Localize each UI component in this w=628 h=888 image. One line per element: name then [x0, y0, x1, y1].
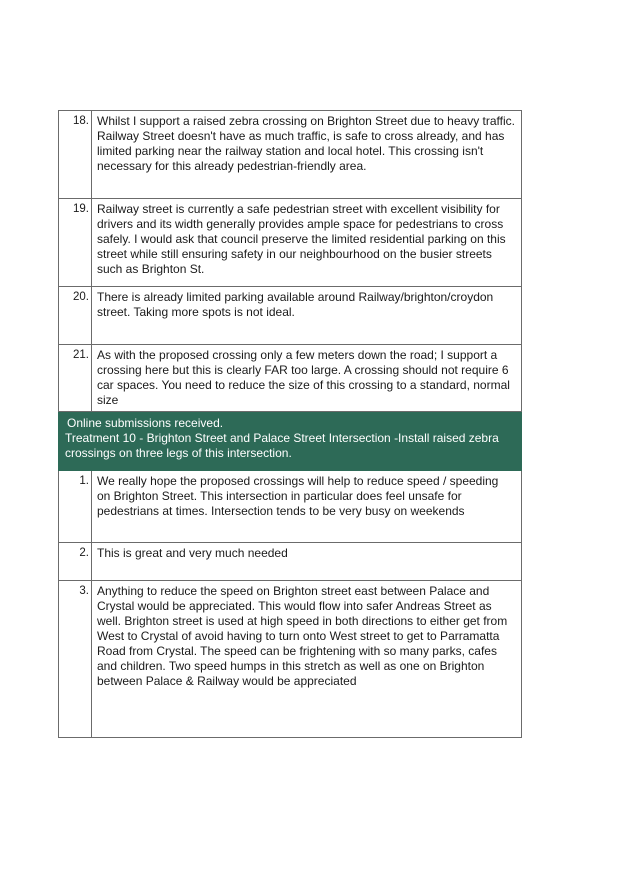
- section-header: [59, 412, 522, 471]
- section-header-row: [59, 412, 522, 471]
- row-number: 19.: [59, 199, 92, 287]
- row-text: We really hope the proposed crossings will help to reduce speed / speeding on Brighton Street. This intersection in particular does feel unsafe for pedestrians at times. Intersection tends to be very busy on weekends: [92, 471, 522, 543]
- section-treatment: Treatment 10 - Brighton Street and Palace Street Intersection -Install raised zebra crossings on three legs of this intersection.: [65, 431, 499, 460]
- row-number: 20.: [59, 287, 92, 345]
- submissions-table: [58, 110, 522, 738]
- table-row: [59, 111, 522, 199]
- table-row: [59, 287, 522, 345]
- table-row: [59, 199, 522, 287]
- section-heading: Online submissions received.: [67, 416, 224, 430]
- table-row: [59, 581, 522, 738]
- row-number: 18.: [59, 111, 92, 199]
- row-text: Whilst I support a raised zebra crossing on Brighton Street due to heavy traffic. Railway Street doesn't have as much traffic, is safe to cross already, and has limited parking near the railway station and local hotel. This crossing isn't necessary for this already pedestrian-friendly area.: [92, 111, 522, 199]
- table-row: [59, 543, 522, 581]
- row-number: 2.: [59, 543, 92, 581]
- row-text: Anything to reduce the speed on Brighton street east between Palace and Crystal would be appreciated. This would flow into safer Andreas Street as well. Brighton street is used at high speed in both directions to either get from West to Crystal of avoid having to turn onto West street to get to Parramatta Road from Crystal. The speed can be frightening with so many parks, cafes and children. Two speed humps in this stretch as well as one on Brighton between Palace & Railway would be appreciated: [92, 581, 522, 738]
- row-number: 1.: [59, 471, 92, 543]
- table-row: [59, 345, 522, 412]
- row-number: 21.: [59, 345, 92, 412]
- table-row: [59, 471, 522, 543]
- row-text: Railway street is currently a safe pedestrian street with excellent visibility for drivers and its width generally provides ample space for pedestrians to cross safely. I would ask that council preserve the limited residential parking on this street while still ensuring safety in our neighbourhood on the busier streets such as Brighton St.: [92, 199, 522, 287]
- row-text: There is already limited parking available around Railway/brighton/croydon street. Taking more spots is not ideal.: [92, 287, 522, 345]
- row-text: As with the proposed crossing only a few meters down the road; I support a crossing here but this is clearly FAR too large. A crossing should not require 6 car spaces. You need to reduce the size of this crossing to a standard, normal size: [92, 345, 522, 412]
- row-number: 3.: [59, 581, 92, 738]
- row-text: This is great and very much needed: [92, 543, 522, 581]
